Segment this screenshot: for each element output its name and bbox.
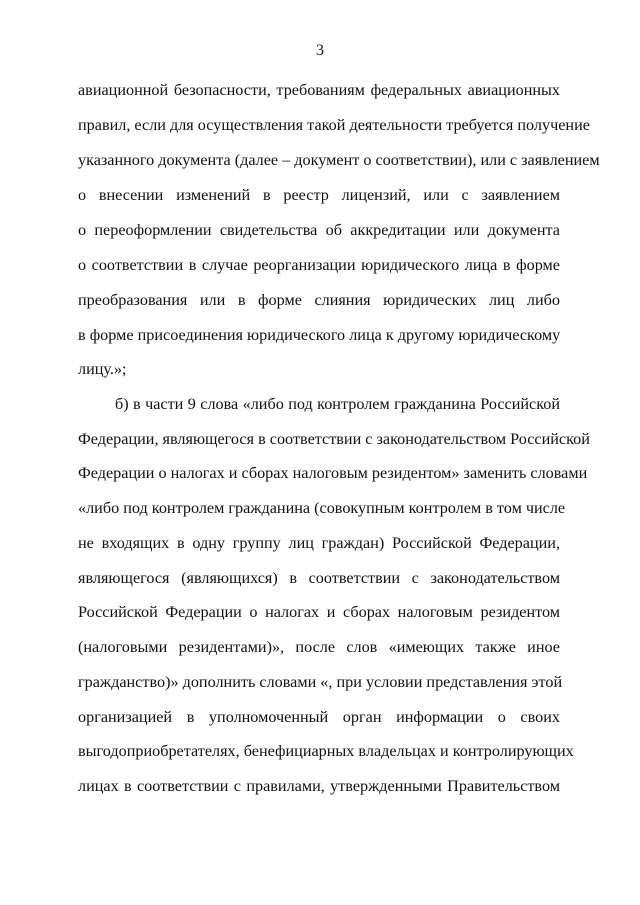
text-line: Федерации, являющегося в соответствии с законодательством Российской <box>78 430 590 448</box>
text-line: преобразования или в форме слияния юридических лиц либо <box>78 291 560 309</box>
text-line: Федерации о налогах и сборах налоговым резидентом» заменить словами <box>78 464 588 482</box>
text-line: лицу.»; <box>78 360 127 378</box>
text-line: о внесении изменений в реестр лицензий, или с заявлением <box>78 186 560 204</box>
text-line: указанного документа (далее – документ о соответствии), или с заявлением <box>78 151 600 169</box>
text-line: «либо под контролем гражданина (совокупным контролем в том числе <box>78 499 566 517</box>
text-line: не входящих в одну группу лиц граждан) Российской Федерации, <box>78 534 560 552</box>
text-line: лицах в соответствии с правилами, утвержденными Правительством <box>78 777 560 795</box>
text-line: гражданство)» дополнить словами «, при условии представления этой <box>78 673 563 691</box>
text-line: о переоформлении свидетельства об аккредитации или документа <box>78 221 560 239</box>
text-line: о соответствии в случае реорганизации юридического лица в форме <box>78 256 560 274</box>
text-line: выгодоприобретателях, бенефициарных владельцах и контролирующих <box>78 742 574 760</box>
text-line: правил, если для осуществления такой деятельности требуется получение <box>78 116 590 134</box>
text-line: организацией в уполномоченный орган информации о своих <box>78 708 560 726</box>
text-line: (налоговыми резидентами)», после слов «имеющих также иное <box>78 638 560 656</box>
page-number: 3 <box>316 42 324 59</box>
text-line: в форме присоединения юридического лица к другому юридическому <box>78 326 561 344</box>
text-line: являющегося (являющихся) в соответствии с законодательством <box>78 569 560 587</box>
text-line: авиационной безопасности, требованиям федеральных авиационных <box>78 81 560 99</box>
paragraph-first-line: б) в части 9 слова «либо под контролем гражданина Российской <box>115 395 560 413</box>
text-line: Российской Федерации о налогах и сборах налоговым резидентом <box>78 603 560 621</box>
